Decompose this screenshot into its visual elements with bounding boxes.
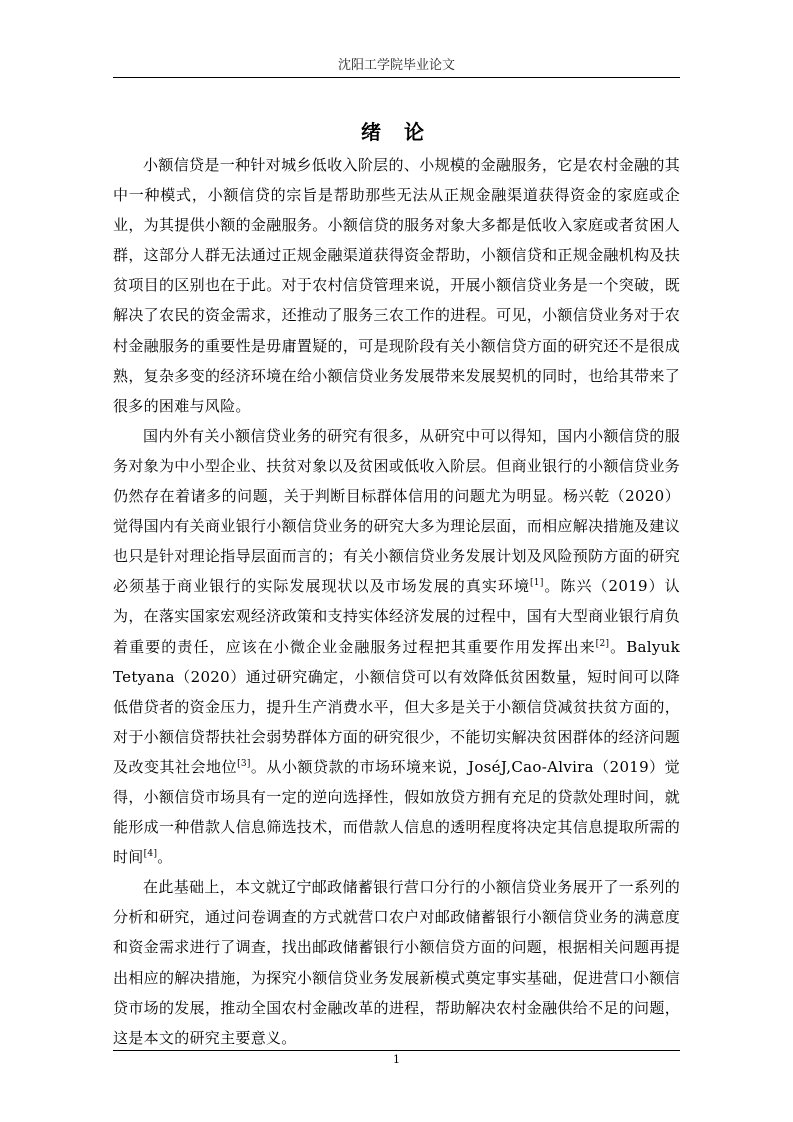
- page-header: 沈阳工学院毕业论文: [337, 58, 455, 73]
- citation-ref-4: [4]: [143, 849, 158, 860]
- citation-ref-3: [3]: [237, 758, 251, 769]
- paragraph-2-segment: 。Balyuk Tetyana（2020）通过研究确定，小额信贷可以有效降低贫困数量，短时间可以降低借贷者的资金压力，提升生产消费水平，但大多是关于小额信贷减贫扶贫方面的，对于小额信贷帮扶社会弱势群体方面的研究很少，不能切实解决贫困群体的经济问题及改变其社会地位: [113, 637, 680, 776]
- paragraph-2-segment: 国内外有关小额信贷业务的研究有很多，从研究中可以得知，国内小额信贷的服务对象为中小型企业、扶贫对象以及贫困或低收入阶层。但商业银行的小额信贷业务仍然存在着诸多的问题，关于判断目标群体信用的问题尤为明显。杨兴乾（2020）觉得国内有关商业银行小额信贷业务的研究大多为理论层面，而相应解决措施及建议也只是针对理论指导层面而言的；有关小额信贷业务发展计划及风险预防方面的研究必须基于商业银行的实际发展现状以及市场发展的真实环境: [113, 426, 680, 596]
- paragraph-2-segment: 。: [157, 848, 173, 867]
- paragraph-2: [113, 421, 680, 872]
- citation-ref-2: [2]: [595, 638, 610, 649]
- paragraph-2-segment: 。从小额贷款的市场环境来说，JoséJ,Cao-Alvira（2019）觉得，小额信贷市场具有一定的逆向选择性，假如放贷方拥有充足的贷款处理时间，就能形成一种借款人信息筛选技术，而借款人信息的透明程度将决定其信息提取所需的时间: [113, 757, 680, 867]
- section-title: 绪 论: [361, 120, 432, 144]
- paragraph-3: 在此基础上，本文就辽宁邮政储蓄银行营口分行的小额信贷业务展开了一系列的分析和研究，通过问卷调查的方式就营口农户对邮政储蓄银行小额信贷业务的满意度和资金需求进行了调查，找出邮政储蓄银行小额信贷方面的问题，根据相关问题再提出相应的解决措施，为探究小额信贷业务发展新模式奠定事实基础，促进营口小额信贷市场的发展，推动全国农村金融改革的进程，帮助解决农村金融供给不足的问题，这是本文的研究主要意义。: [113, 878, 680, 1047]
- page-number: 1: [393, 1053, 400, 1066]
- footer-rule: [113, 1050, 680, 1051]
- body-text: [113, 150, 680, 1053]
- header-rule: [113, 77, 680, 78]
- citation-ref-1: [1]: [529, 578, 544, 589]
- paragraph-2-segment: 。陈兴（2019）认为，在落实国家宏观经济政策和支持实体经济发展的过程中，国有大型商业银行肩负着重要的责任，应该在小微企业金融服务过程把其重要作用发挥出来: [113, 577, 680, 656]
- paragraph-1: 小额信贷是一种针对城乡低收入阶层的、小规模的金融服务，它是农村金融的其中一种模式，小额信贷的宗旨是帮助那些无法从正规金融渠道获得资金的家庭或企业，为其提供小额的金融服务。小额信贷的服务对象大多都是低收入家庭或者贫困人群，这部分人群无法通过正规金融渠道获得资金帮助，小额信贷和正规金融机构及扶贫项目的区别也在于此。对于农村信贷管理来说，开展小额信贷业务是一个突破，既解决了农民的资金需求，还推动了服务三农工作的进程。可见，小额信贷业务对于农村金融服务的重要性是毋庸置疑的，可是现阶段有关小额信贷方面的研究还不是很成熟，复杂多变的经济环境在给小额信贷业务发展带来发展契机的同时，也给其带来了很多的困难与风险。: [113, 156, 680, 415]
